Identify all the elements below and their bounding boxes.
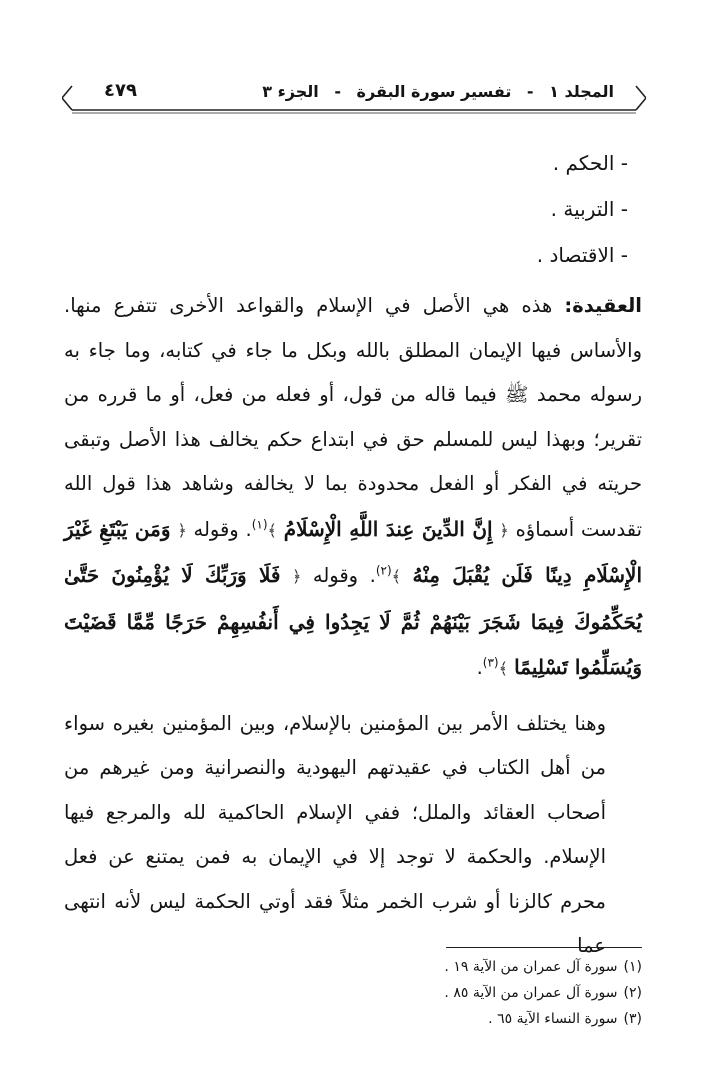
quran-bracket-open: ﴿ [177, 520, 187, 540]
footnote-ref[interactable]: (٣) [482, 655, 499, 670]
footnote-ref[interactable]: (٢) [375, 563, 392, 578]
footnote-item [444, 980, 642, 1006]
footnote-number: (٢) [623, 985, 642, 1001]
footnote-text: سورة آل عمران من الآية ١٩ . [444, 959, 618, 975]
footnote-item [444, 954, 642, 980]
page-number: ٤٧٩ [104, 80, 137, 101]
footnote-text: سورة النساء الآية ٦٥ . [488, 1011, 618, 1027]
footnote-divider [446, 947, 642, 948]
header-separator: - [526, 82, 534, 101]
footnotes [444, 954, 642, 1032]
quran-verse: فَلَا وَرَبِّكَ لَا يُؤْمِنُونَ حَتَّىٰ يُحَكِّمُوكَ فِيمَا شَجَرَ بَيْنَهُمْ ثُمَّ لَا يَجِدُوا فِي أَنفُسِهِمْ حَرَجًا مِّمَّا قَضَيْتَ وَيُسَلِّمُوا تَسْلِيمًا [64, 563, 642, 679]
paragraph-text: . [476, 656, 483, 679]
quran-bracket-open: ﴿ [292, 567, 302, 586]
header-volume: المجلد ١ [549, 82, 614, 101]
running-header [252, 82, 614, 101]
paragraph-text: . وقوله [301, 564, 376, 587]
paragraph-aqeeda [64, 284, 642, 692]
footnote-ref[interactable]: (١) [251, 517, 268, 531]
footnote-number: (٣) [623, 1011, 642, 1027]
quran-verse: إِنَّ الدِّينَ عِندَ اللَّهِ الْإِسْلَامُ [283, 516, 493, 541]
paragraph-text: . وقوله [186, 517, 252, 541]
list-item: - التربية . [550, 197, 628, 221]
header-separator: - [334, 82, 341, 101]
quran-verse: وَمَن يَبْتَغِ غَيْرَ الْإِسْلَامِ دِينًا فَلَن يُقْبَلَ مِنْهُ [64, 516, 643, 587]
header-part: الجزء ٣ [262, 82, 319, 101]
bullet-list [64, 140, 642, 278]
paragraph-text: هذه هي الأصل في الإسلام والقواعد الأخرى تتفرع منها. والأساس فيها الإيمان المطلق بالله وبكل ما جاء في كتابه، وما جاء به رسوله محمد ﷺ فيما قاله من قول، أو فعله من فعل، أو ما قرره من تقرير؛ وبهذا ليس للمسلم حق في ابتداع حكم يخالف هذا الأصل وتبقى حريته في الفكر أو الفعل محدودة بما لا يخالفه وشاهد هذا قول الله تقدست أسماؤه [64, 294, 642, 541]
footnote-number: (١) [623, 959, 642, 975]
paragraph-lead-term: العقيدة: [564, 294, 642, 317]
quran-bracket-close: ﴾ [267, 520, 277, 540]
list-item: - الاقتصاد . [536, 243, 628, 267]
footnote-text: سورة آل عمران من الآية ٨٥ . [444, 985, 618, 1001]
paragraph-hakimiyya: وهنا يختلف الأمر بين المؤمنين بالإسلام، وبين المؤمنين بغيره سواء من أهل الكتاب في عقيدتهم اليهودية والنصرانية ومن غيرهم من أصحاب العقائد والملل؛ ففي الإسلام الحاكمية لله والمرجع فيها الإسلام. والحكمة لا توجد إلا في الإيمان به فمن يمتنع عن فعل محرم كالزنا أو شرب الخمر مثلاً فقد أوتي الحكمة ليس لأنه انتهى عما [64, 711, 606, 957]
quran-bracket-open: ﴿ [499, 520, 509, 540]
list-item: - الحكم . [552, 151, 628, 175]
header-book-title: تفسير سورة البقرة [356, 82, 512, 101]
footnote-item [444, 1006, 642, 1032]
page-body [64, 140, 642, 969]
quran-bracket-close: ﴾ [391, 567, 402, 586]
quran-bracket-close: ﴾ [498, 659, 508, 678]
